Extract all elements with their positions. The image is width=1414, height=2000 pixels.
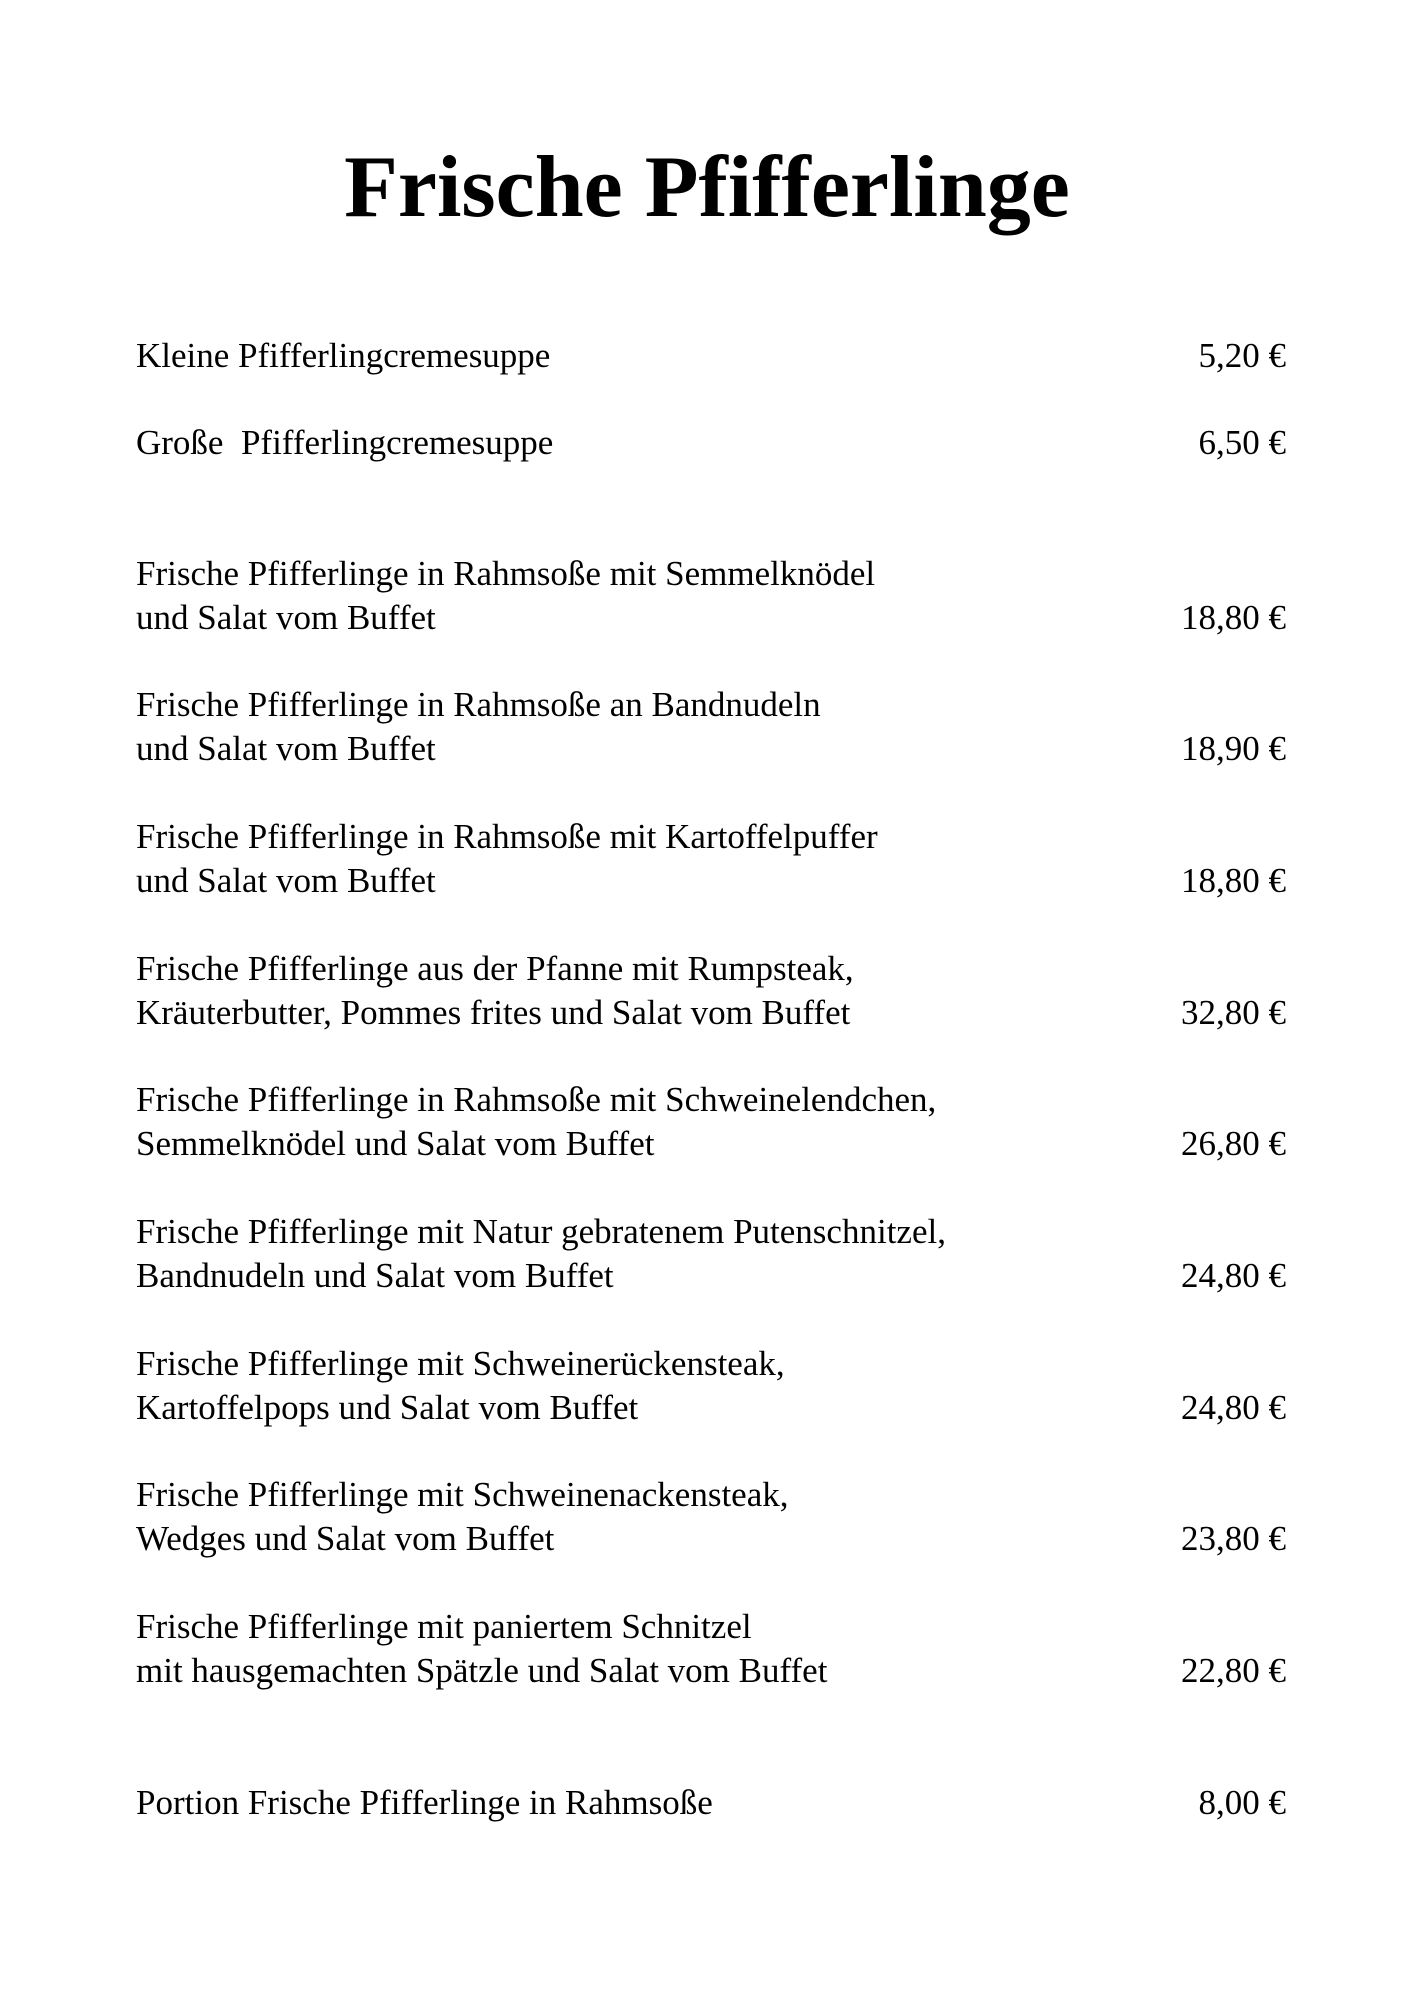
menu-item-line: Frische Pfifferlinge in Rahmsoße mit Semmelknödel <box>136 554 876 593</box>
menu-item-line: Frische Pfifferlinge mit Schweinerückensteak, <box>136 1344 785 1383</box>
menu-item-price: 24,80 € <box>1181 1256 1286 1295</box>
menu-item-line: und Salat vom Buffet <box>136 861 436 900</box>
menu-item-price: 18,80 € <box>1181 598 1286 637</box>
menu-item <box>136 947 1286 1035</box>
menu-item-line: Frische Pfifferlinge mit Natur gebratenem Putenschnitzel, <box>136 1212 946 1251</box>
menu-item <box>136 421 1286 465</box>
menu-item-description <box>136 947 1096 1035</box>
menu-item-price: 24,80 € <box>1181 1388 1286 1427</box>
menu-item <box>136 1210 1286 1298</box>
menu-item-line: Frische Pfifferlinge in Rahmsoße mit Kartoffelpuffer <box>136 817 878 856</box>
menu-item-price: 18,90 € <box>1181 729 1286 768</box>
menu-item-price: 18,80 € <box>1181 861 1286 900</box>
menu-item-line: mit hausgemachten Spätzle und Salat vom Buffet <box>136 1651 828 1690</box>
menu-item-price: 8,00 € <box>1198 1783 1286 1822</box>
menu-item-price: 22,80 € <box>1181 1651 1286 1690</box>
menu-item-line: Semmelknödel und Salat vom Buffet <box>136 1124 655 1163</box>
menu-item <box>136 552 1286 640</box>
menu-item <box>136 683 1286 771</box>
menu-item-description <box>136 421 1096 465</box>
menu-item-description <box>136 1781 1096 1825</box>
menu-item <box>136 815 1286 903</box>
menu-item <box>136 1605 1286 1693</box>
menu-item-description <box>136 1078 1096 1166</box>
menu-item <box>136 334 1286 378</box>
menu-item-line: Kräuterbutter, Pommes frites und Salat vom Buffet <box>136 993 851 1032</box>
menu-item-price: 26,80 € <box>1181 1124 1286 1163</box>
menu-item-line: Große Pfifferlingcremesuppe <box>136 423 554 462</box>
menu-item-line: Frische Pfifferlinge in Rahmsoße mit Schweinelendchen, <box>136 1080 937 1119</box>
menu-item-line: Frische Pfifferlinge aus der Pfanne mit Rumpsteak, <box>136 949 854 988</box>
menu-item-line: Kartoffelpops und Salat vom Buffet <box>136 1388 639 1427</box>
page-title: Frische Pfifferlinge <box>344 139 1070 236</box>
menu-item-line: Frische Pfifferlinge mit paniertem Schnitzel <box>136 1607 752 1646</box>
menu-item-price: 6,50 € <box>1198 423 1286 462</box>
menu-item-price: 23,80 € <box>1181 1519 1286 1558</box>
menu-item-price: 32,80 € <box>1181 993 1286 1032</box>
menu-item-description <box>136 815 1096 903</box>
menu-item-line: Bandnudeln und Salat vom Buffet <box>136 1256 614 1295</box>
menu-item-description <box>136 1210 1096 1298</box>
menu-item-description <box>136 1605 1096 1693</box>
menu-item <box>136 1078 1286 1166</box>
menu-item <box>136 1781 1286 1825</box>
menu-list <box>136 0 1286 2000</box>
menu-item-line: Portion Frische Pfifferlinge in Rahmsoße <box>136 1783 713 1822</box>
menu-item-description <box>136 334 1096 378</box>
menu-item-line: und Salat vom Buffet <box>136 598 436 637</box>
menu-item <box>136 1342 1286 1430</box>
menu-item-line: Kleine Pfifferlingcremesuppe <box>136 336 551 375</box>
menu-item-line: und Salat vom Buffet <box>136 729 436 768</box>
menu-item-line: Wedges und Salat vom Buffet <box>136 1519 555 1558</box>
menu-item-price: 5,20 € <box>1198 336 1286 375</box>
menu-item-line: Frische Pfifferlinge mit Schweinenackensteak, <box>136 1475 789 1514</box>
menu-item-description <box>136 552 1096 640</box>
menu-item-description <box>136 1342 1096 1430</box>
menu-item-description <box>136 683 1096 771</box>
menu-item <box>136 1473 1286 1561</box>
menu-item-line: Frische Pfifferlinge in Rahmsoße an Bandnudeln <box>136 685 821 724</box>
menu-item-description <box>136 1473 1096 1561</box>
